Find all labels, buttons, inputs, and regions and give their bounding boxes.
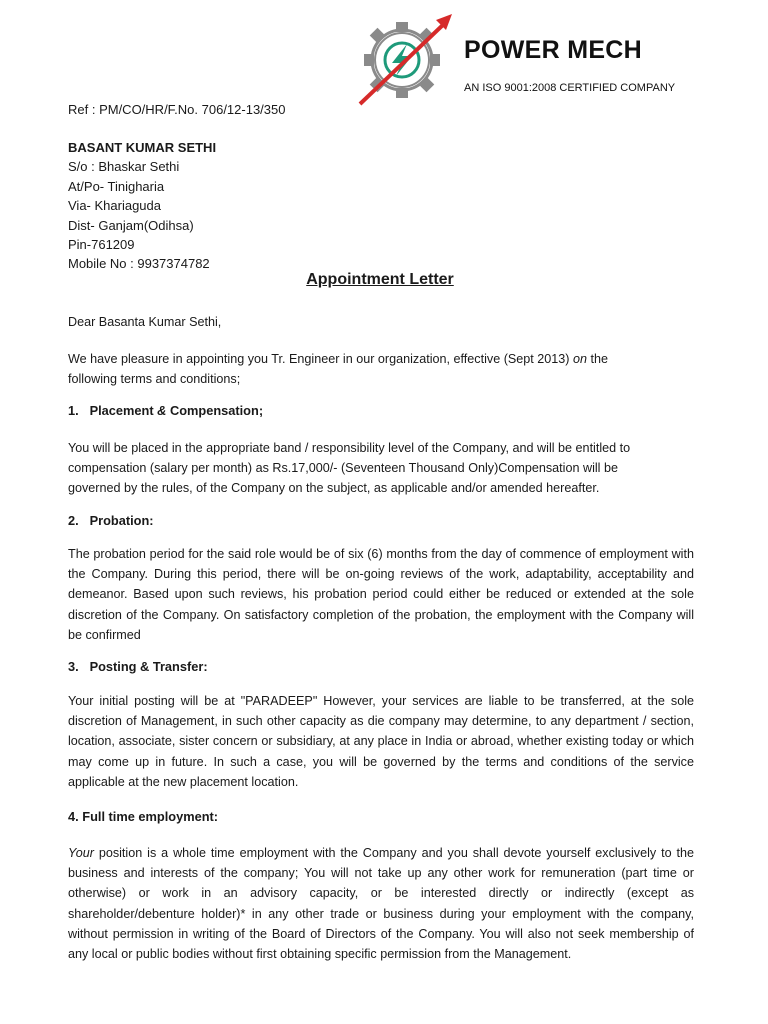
reference-number: Ref : PM/CO/HR/F.No. 706/12-13/350 xyxy=(68,102,286,117)
company-name: POWER MECH xyxy=(464,36,642,64)
recipient-address xyxy=(68,138,216,274)
section-2-heading: 2. Probation: xyxy=(68,513,154,528)
address-line: At/Po- Tinigharia xyxy=(68,178,165,194)
address-line: Dist- Ganjam(Odihsa) xyxy=(68,217,194,233)
company-logo-icon xyxy=(352,8,462,108)
address-line: S/o : Bhaskar Sethi xyxy=(68,159,180,175)
section-4-heading: 4. Full time employment: xyxy=(68,809,219,824)
salutation: Dear Basanta Kumar Sethi, xyxy=(68,315,222,329)
section-1-heading: 1. Placement & Compensation; xyxy=(68,403,264,418)
letter-title: Appointment Letter xyxy=(306,271,454,288)
intro-paragraph: We have pleasure in appointing you Tr. Engineer in our organization, effective (Sept 2013) on the following terms and conditions; xyxy=(68,352,609,387)
certification-text: AN ISO 9001:2008 CERTIFIED COMPANY xyxy=(464,82,676,94)
section-4-text: Your position is a whole time employment with the Company and you shall devote yourself exclusively to the business and interests of the company; You will not take up any other work for remuneration (part time or otherwise) or work in an advisory capacity, or be interested directly or indirectly (except as shareholder/debenture holder)* in any other trade or business during your employment with the company, without permission in writing of the Board of Directors of the Company. You will also not seek membership of any local or public bodies without first obtaining specific permission from the Management. xyxy=(68,846,694,962)
address-line: Pin-761209 xyxy=(68,237,135,253)
address-line: Via- Khariaguda xyxy=(68,198,161,214)
section-2-text: The probation period for the said role would be of six (6) months from the day of commence of employment with the Company. During this period, there will be on-going reviews of the work, adaptability, acceptability and demeanor. Based upon such reviews, his probation period could either be reduced or extended at the sole discretion of the Company. On satisfactory completion of the probation, the employment with the Company will be confirmed xyxy=(68,547,694,642)
section-1-text: You will be placed in the appropriate band / responsibility level of the Company, and will be entitled to compensation (salary per month) as Rs.17,000/- (Seventeen Thousand Only)Compensation will be governed by the rules, of the Company on the subject, as applicable and/or amended hereafter. xyxy=(68,441,631,496)
address-line: Mobile No : 9937374782 xyxy=(68,256,210,272)
recipient-name: BASANT KUMAR SETHI xyxy=(68,140,217,155)
section-3-heading: 3. Posting & Transfer: xyxy=(68,659,208,674)
section-3-text: Your initial posting will be at "PARADEEP" However, your services are liable to be transferred, at the sole discretion of Management, in such other capacity as die company may determine, to any department / section, location, associate, sister concern or subsidiary, at any place in India or abroad, whether existing today or which may come up in future. In such a case, you will be governed by the terms and conditions of the service applicable at the new placement location. xyxy=(68,694,694,789)
